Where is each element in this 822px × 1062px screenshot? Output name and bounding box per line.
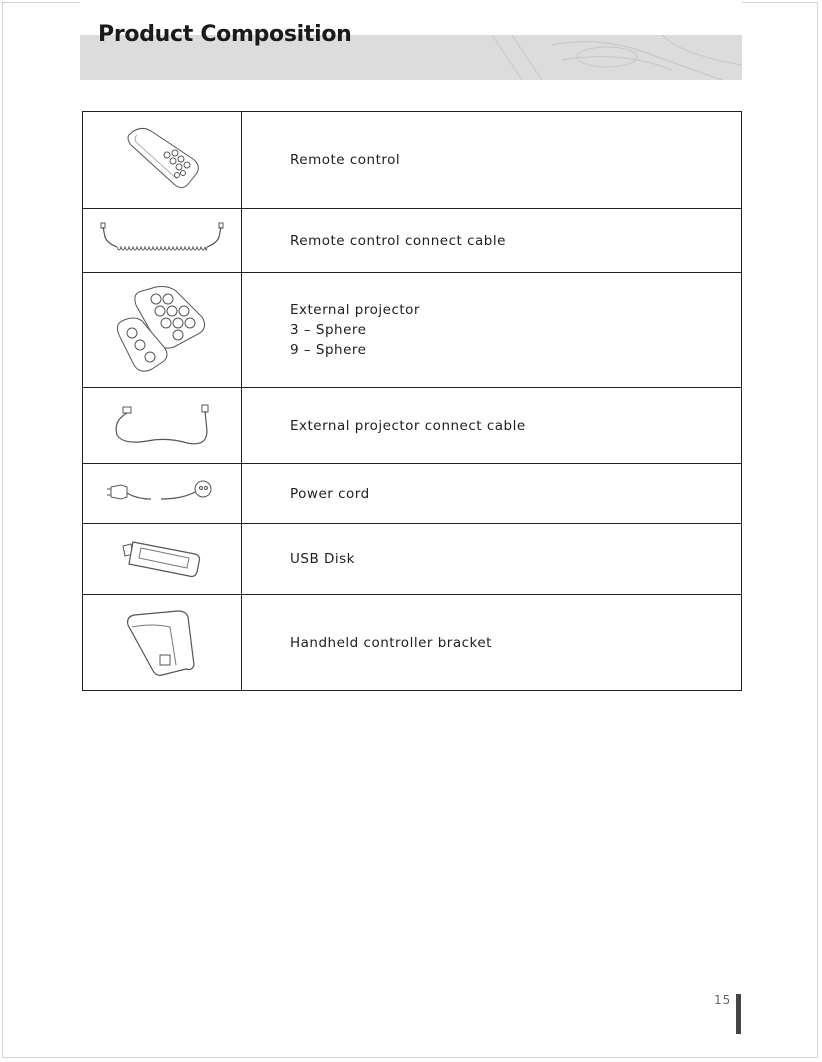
item-image-cell xyxy=(83,464,242,524)
item-label: External projector xyxy=(290,302,420,318)
page-title: Product Composition xyxy=(98,22,352,47)
item-label: Power cord xyxy=(290,485,370,502)
item-label: Remote control connect cable xyxy=(290,232,506,249)
product-composition-table xyxy=(82,111,742,691)
item-sublabel: 9 – Sphere xyxy=(290,342,367,358)
table-row xyxy=(83,273,742,388)
usb-disk-icon xyxy=(117,534,207,584)
table-row xyxy=(83,524,742,595)
table-row xyxy=(83,595,742,691)
remote-control-icon xyxy=(117,125,207,195)
item-image-cell xyxy=(83,112,242,209)
power-cord-icon xyxy=(107,477,217,511)
bracket-icon xyxy=(122,605,202,681)
table-row xyxy=(83,388,742,464)
item-label: USB Disk xyxy=(290,551,356,567)
table-row xyxy=(83,112,742,209)
connect-cable-icon xyxy=(107,401,217,451)
coiled-cable-icon xyxy=(97,221,227,261)
item-description-cell xyxy=(242,388,742,464)
table-row xyxy=(83,209,742,273)
item-description-cell xyxy=(242,524,742,595)
item-label: Remote control xyxy=(290,152,401,168)
item-description-cell xyxy=(242,273,742,388)
item-sublabel: 3 – Sphere xyxy=(290,322,367,338)
item-image-cell xyxy=(83,524,242,595)
header-decoration-icon xyxy=(482,35,742,80)
item-description-cell xyxy=(242,112,742,209)
item-label: External projector connect cable xyxy=(290,417,526,434)
item-image-cell xyxy=(83,595,242,691)
page-number-bar xyxy=(736,994,741,1034)
item-description-cell xyxy=(242,595,742,691)
item-label: Handheld controller bracket xyxy=(290,634,492,651)
item-image-cell xyxy=(83,209,242,273)
projector-controllers-icon xyxy=(112,285,212,375)
item-image-cell xyxy=(83,273,242,388)
item-description-cell xyxy=(242,464,742,524)
page-number: 15 xyxy=(714,993,732,1007)
table-row xyxy=(83,464,742,524)
item-description-cell xyxy=(242,209,742,273)
item-image-cell xyxy=(83,388,242,464)
